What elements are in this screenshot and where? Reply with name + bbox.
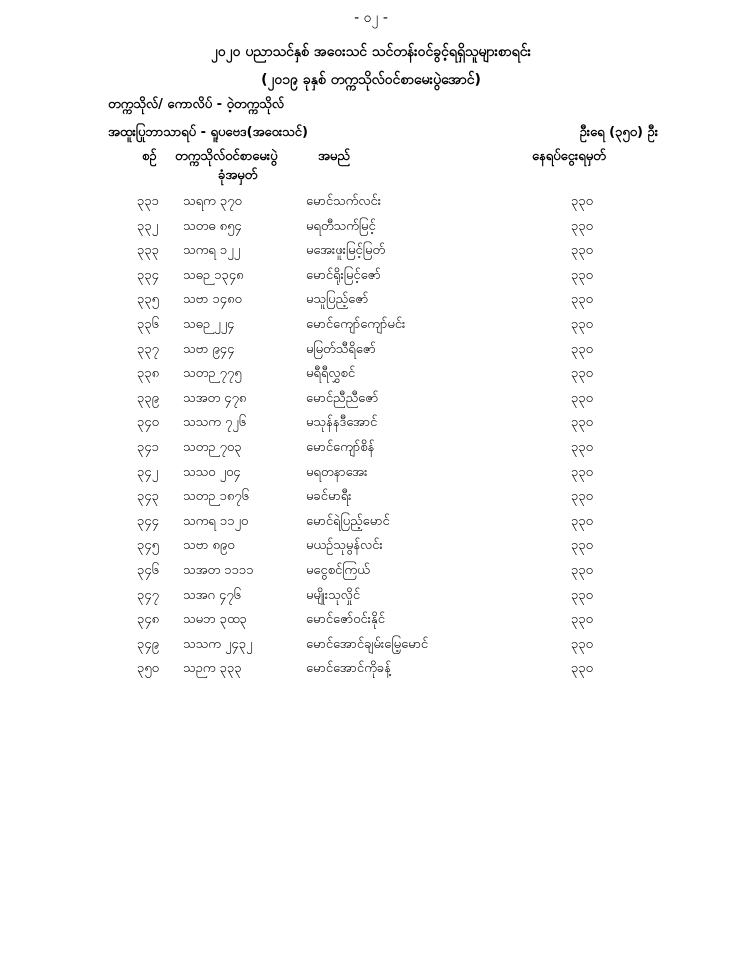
exam-id: သသက ၂၄၃၂ [183,636,253,652]
payment-value: ၃၃၀ [571,636,593,652]
row-number: ၃၃၇ [137,341,159,357]
table-row [0,341,742,366]
exam-id: သအဂ ၄၇၆ [183,587,241,603]
header-payment: နေရပ်ငွေးရမှတ် [532,149,606,164]
row-number: ၃၄၃ [137,489,159,505]
student-name: မယဉ်သုမွန်လင်း [306,538,383,554]
payment-value: ၃၃၀ [571,366,593,382]
exam-id: သကရ ၁၂၂ [183,243,240,259]
row-number: ၃၃၉ [137,390,159,406]
page-number: - ၀၂ - [354,10,388,26]
row-number: ၃၄၉ [137,636,159,652]
payment-value: ၃၃၀ [571,587,593,603]
student-name: မောင်ရိုးမြင့်ဇော် [306,267,381,283]
row-number: ၃၄၁ [137,439,159,455]
row-number: ၃၄၄ [137,513,159,529]
payment-value: ၃၃၀ [571,562,593,578]
student-name: မောင်ရဲပြည့်မောင် [306,513,390,529]
row-number: ၃၃၃ [137,243,159,259]
row-number: ၃၃၆ [137,316,159,332]
header-name: အမည် [318,149,350,164]
table-row [0,562,742,587]
student-name: မခင်မာရီး [306,489,352,505]
table-body [0,193,742,685]
student-name: မမျိုးသုလှိုင် [306,587,361,603]
exam-id: သတဉ ၁၈၇၆ [183,489,249,505]
payment-value: ၃၃၀ [571,612,593,628]
row-number: ၃၄၇ [137,587,159,603]
payment-value: ၃၃၀ [571,243,593,259]
exam-id: သဉက ၃၃၃ [183,661,242,677]
row-number: ၃၃၁ [137,194,159,209]
payment-value: ၃၃၀ [571,513,593,529]
document-title: ၂၀၂၀ ပညာသင်နှစ် အဝေးသင် သင်တန်းဝင်ခွင့်ရရှိသူများစာရင်း [210,44,532,60]
table-row [0,242,742,267]
header-exam-id: တက္ကသိုလ်ဝင်စာမေးပွဲ [175,149,278,164]
row-number: ၃၄၀ [137,415,159,431]
table-row [0,414,742,439]
student-name: မအေးဖူးမြင့်မြတ် [306,243,386,259]
table-row [0,636,742,661]
exam-id: သဓဉ ၂၂၄ [183,316,235,332]
row-number: ၃၅၀ [137,661,159,677]
university-label: တက္ကသိုလ်/ ကောလိပ် - ဝဲ့တက္ကသိုလ် [108,97,285,112]
exam-id: သဗာ ၁၄၈၀ [183,292,242,308]
student-name: မောင်ညီညီဇော် [306,390,379,406]
exam-id: သတဉ ၇၀၃ [183,439,242,455]
student-name: မရတနာအေး [306,464,368,480]
student-name: မရတီသက်မြင့် [306,218,376,234]
major-label: အထူးပြုဘာသာရပ် - ရူပဗေဒ(အဝေးသင်) [108,125,308,140]
student-name: မောင်ကျော်စိန် [306,439,375,455]
row-number: ၃၄၆ [137,562,159,578]
document-subtitle: (၂၀၁၉ ခုနှစ် တက္ကသိုလ်ဝင်စာမေးပွဲအောင်) [261,72,481,88]
table-row [0,316,742,341]
exam-id: သအတ ၄၇၈ [183,390,247,406]
exam-id: သသဝ ၂၀၄ [183,464,241,480]
exam-id: သတဓ ၈၅၄ [183,218,242,234]
student-name: မရီရီလွှစင် [306,366,356,382]
table-row [0,291,742,316]
exam-id: သဓဉ ၁၃၄၈ [183,267,244,283]
exam-id: သအတ ၁၁၁၁ [183,562,254,578]
exam-id: သမဘ ၃ထ၃ [183,612,247,628]
exam-id: သရက ၃၇၀ [183,194,242,209]
table-row [0,587,742,612]
student-name: မောင်သက်လင်း [306,194,382,209]
table-row [0,390,742,415]
table-row [0,611,742,636]
table-row [0,218,742,243]
header-exam-id-line2: ခုံအမှတ် [218,168,258,183]
payment-value: ၃၃၀ [571,292,593,308]
student-name: မောင်ဇော်ဝင်းနိုင် [306,612,385,628]
payment-value: ၃၃၀ [571,194,593,209]
row-number: ၃၃၈ [137,366,160,382]
row-number: ၃၄၅ [137,538,159,554]
student-name: မောင်ကျော်ကျော်မင်း [306,316,406,332]
payment-value: ၃၃၀ [571,415,593,431]
exam-id: သသက ၇၂၆ [183,415,247,431]
student-name: မောင်အောင်ချမ်းမြေ့မောင် [306,636,429,652]
payment-value: ၃၃၀ [571,390,593,406]
exam-id: သတဉ ၇၇၅ [183,366,242,382]
payment-value: ၃၃၀ [571,489,593,505]
payment-value: ၃၃၀ [571,439,593,455]
payment-value: ၃၃၀ [571,538,593,554]
table-row [0,439,742,464]
table-row [0,488,742,513]
payment-value: ၃၃၀ [571,341,593,357]
table-row [0,464,742,489]
row-number: ၃၃၂ [137,218,159,234]
student-name: မသူပြည့်ဇော် [306,292,369,308]
row-number: ၃၄၂ [137,464,159,480]
header-no: စဉ် [142,149,157,164]
student-name: မမြတ်သီရိဇော် [306,341,376,357]
table-row [0,365,742,390]
table-row [0,193,742,218]
row-number: ၃၄၈ [137,612,160,628]
exam-id: သဗာ ၈၉၀ [183,538,235,554]
table-row [0,660,742,685]
payment-value: ၃၃၀ [571,464,593,480]
table-row [0,513,742,538]
table-row [0,537,742,562]
row-number: ၃၃၅ [137,292,159,308]
payment-value: ၃၃၀ [571,661,593,677]
table-row [0,267,742,292]
payment-value: ၃၃၀ [571,267,593,283]
student-name: မသုန်နဒီအောင် [306,415,378,431]
exam-id: သကရ ၁၁၂၀ [183,513,249,529]
student-name: မငွေစင်ကြယ် [306,562,370,578]
student-name: မောင်အောင်ကိုခန့် [306,661,391,677]
row-number: ၃၃၄ [137,267,159,283]
exam-id: သဗာ ၉၄၄ [183,341,235,357]
payment-value: ၃၃၀ [571,218,593,234]
payment-value: ၃၃၀ [571,316,593,332]
amount-label: ဦးရေ (၃၅၀) ဦး [579,125,658,140]
